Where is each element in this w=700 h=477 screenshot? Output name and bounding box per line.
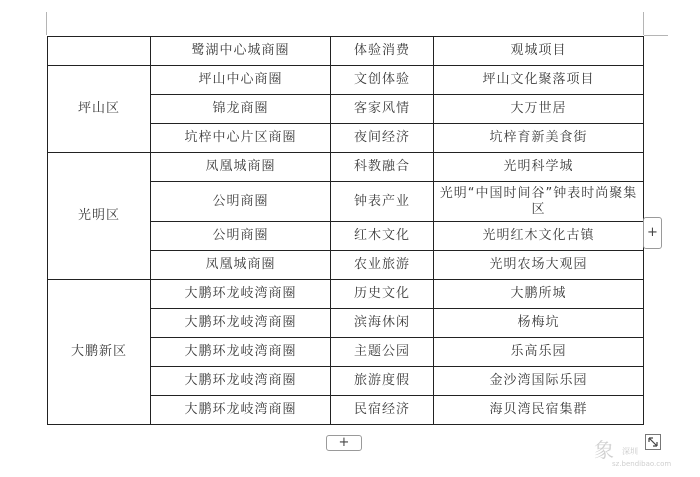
theme-cell: 客家风情: [331, 95, 434, 124]
circle-cell: 公明商圈: [151, 182, 331, 222]
add-column-button[interactable]: +: [643, 217, 662, 249]
project-cell: 金沙湾国际乐园: [434, 367, 644, 396]
area-cell: [48, 37, 151, 66]
circle-cell: 大鹏环龙岐湾商圈: [151, 338, 331, 367]
theme-cell: 农业旅游: [331, 251, 434, 280]
circle-cell: 锦龙商圈: [151, 95, 331, 124]
project-cell: 观城项目: [434, 37, 644, 66]
crop-mark-top-right-horizontal: [644, 35, 668, 36]
project-cell: 乐高乐园: [434, 338, 644, 367]
project-cell: 光明红木文化古镇: [434, 222, 644, 251]
circle-cell: 坑梓中心片区商圈: [151, 124, 331, 153]
theme-cell: 科教融合: [331, 153, 434, 182]
theme-cell: 体验消费: [331, 37, 434, 66]
theme-cell: 文创体验: [331, 66, 434, 95]
crop-mark-top-right-vertical: [643, 12, 644, 35]
table-row: [48, 153, 644, 182]
theme-cell: 红木文化: [331, 222, 434, 251]
circle-cell: 大鹏环龙岐湾商圈: [151, 280, 331, 309]
theme-cell: 历史文化: [331, 280, 434, 309]
project-cell: 坪山文化聚落项目: [434, 66, 644, 95]
theme-cell: 滨海休闲: [331, 309, 434, 338]
circle-cell: 大鹏环龙岐湾商圈: [151, 396, 331, 425]
circle-cell: 大鹏环龙岐湾商圈: [151, 367, 331, 396]
theme-cell: 主题公园: [331, 338, 434, 367]
project-cell: 光明农场大观园: [434, 251, 644, 280]
circle-cell: 凤凰城商圈: [151, 153, 331, 182]
circle-cell: 公明商圈: [151, 222, 331, 251]
table-row: [48, 280, 644, 309]
theme-cell: 钟表产业: [331, 182, 434, 222]
circle-cell: 凤凰城商圈: [151, 251, 331, 280]
shopping-circle-table: [47, 36, 644, 425]
circle-cell: 大鹏环龙岐湾商圈: [151, 309, 331, 338]
area-cell-pingshan: 坪山区: [48, 66, 151, 153]
table-resize-handle[interactable]: [645, 434, 661, 450]
circle-cell: 坪山中心商圈: [151, 66, 331, 95]
add-row-button[interactable]: +: [326, 435, 362, 451]
project-cell: 海贝湾民宿集群: [434, 396, 644, 425]
project-cell: 大万世居: [434, 95, 644, 124]
crop-mark-top-left-vertical: [46, 12, 47, 35]
resize-diagonal-icon: [646, 435, 660, 449]
project-cell: 坑梓育新美食街: [434, 124, 644, 153]
project-cell: 光明科学城: [434, 153, 644, 182]
area-cell-dapeng: 大鹏新区: [48, 280, 151, 425]
project-cell: 光明“中国时间谷”钟表时尚聚集区: [434, 182, 644, 222]
watermark-city: 深圳: [622, 447, 638, 456]
theme-cell: 旅游度假: [331, 367, 434, 396]
area-cell-guangming: 光明区: [48, 153, 151, 280]
table-row: [48, 37, 644, 66]
watermark-url: sz.bendibao.com: [612, 460, 672, 468]
project-cell: 大鹏所城: [434, 280, 644, 309]
watermark-logo: 象: [594, 438, 615, 462]
theme-cell: 民宿经济: [331, 396, 434, 425]
theme-cell: 夜间经济: [331, 124, 434, 153]
table-row: [48, 66, 644, 95]
circle-cell: 鹭湖中心城商圈: [151, 37, 331, 66]
project-cell: 杨梅坑: [434, 309, 644, 338]
